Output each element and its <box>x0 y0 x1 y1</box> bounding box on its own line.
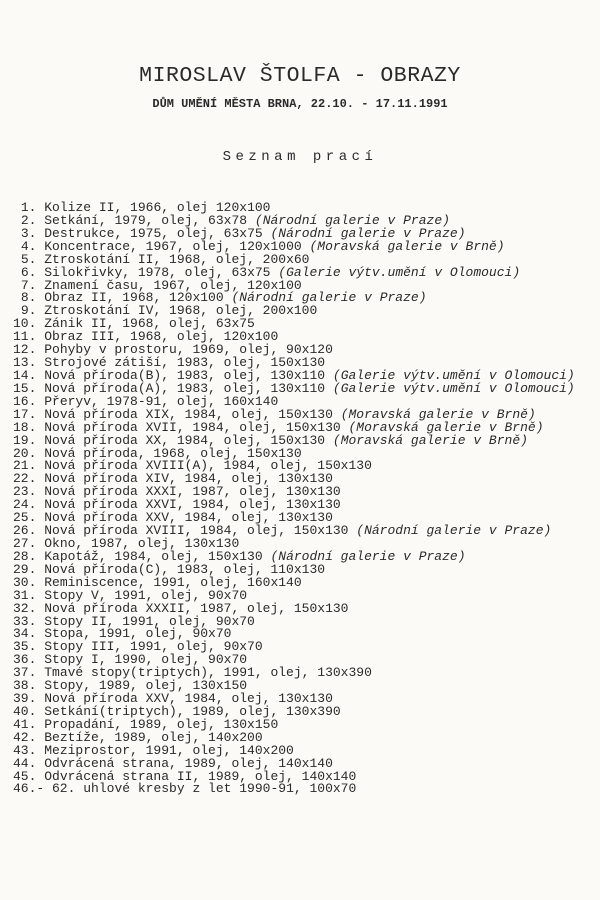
item-collection-note: (Galerie výtv.umění v Olomouci) <box>332 367 575 383</box>
list-heading: Seznam prací <box>222 149 378 165</box>
item-number: 43. <box>13 742 37 758</box>
item-text: Pohyby v prostoru, 1969, olej, 90x120 <box>44 342 333 358</box>
item-text: Strojové zátiší, 1983, olej, 150x130 <box>44 355 326 371</box>
item-text: Přeryv, 1978-91, olej, 160x140 <box>44 393 279 409</box>
item-number: 37. <box>13 665 37 681</box>
works-list <box>13 202 575 796</box>
item-number: 39. <box>13 691 37 707</box>
item-text: Stopy I, 1990, olej, 90x70 <box>44 652 248 668</box>
item-text: Setkání(triptych), 1989, olej, 130x390 <box>44 703 341 719</box>
item-text: Beztíže, 1989, olej, 140x200 <box>44 729 263 745</box>
item-collection-note: (Národní galerie v Praze) <box>254 212 450 228</box>
item-text: Nová příroda(C), 1983, olej, 110x130 <box>44 561 326 577</box>
item-number: 24. <box>13 497 37 513</box>
item-text: Destrukce, 1975, olej, 63x75 <box>44 225 263 241</box>
item-number: 19. <box>13 432 37 448</box>
item-text: Obraz III, 1968, olej, 120x100 <box>44 329 279 345</box>
item-number: 42. <box>13 729 37 745</box>
item-text: Stopy, 1989, olej, 130x150 <box>44 678 248 694</box>
item-text: Reminiscence, 1991, olej, 160x140 <box>44 574 302 590</box>
item-collection-note: (Moravská galerie v Brně) <box>309 238 505 254</box>
item-text: Tmavé stopy(triptych), 1991, olej, 130x390 <box>44 665 372 681</box>
item-text: Kolize II, 1966, olej 120x100 <box>44 200 271 215</box>
item-number: 32. <box>13 600 37 616</box>
item-number: 15. <box>13 380 37 396</box>
item-text: Nová příroda XIV, 1984, olej, 130x130 <box>44 471 333 487</box>
item-text: Kapotáž, 1984, olej, 150x130 <box>44 548 263 564</box>
item-number: 30. <box>13 574 37 590</box>
item-number: 14. <box>13 367 37 383</box>
item-text: Nová příroda XIX, 1984, olej, 150x130 <box>44 406 333 422</box>
item-text: Nová příroda XVIII, 1984, olej, 150x130 <box>44 523 349 539</box>
item-number: 41. <box>13 716 37 732</box>
exhibition-subtitle: DŮM UMĚNÍ MĚSTA BRNA, 22.10. - 17.11.1991 <box>152 97 448 111</box>
item-number: 46.- 62. <box>13 781 76 797</box>
item-collection-note: (Moravská galerie v Brně) <box>340 406 536 422</box>
item-number: 21. <box>13 458 37 474</box>
item-text: Stopy III, 1991, olej, 90x70 <box>44 639 263 655</box>
item-text: Silokřivky, 1978, olej, 63x75 <box>44 264 271 280</box>
item-text: Okno, 1987, olej, 130x130 <box>44 535 240 551</box>
item-text: Nová příroda XXXI, 1987, olej, 130x130 <box>44 484 341 500</box>
item-collection-note: (Národní galerie v Praze) <box>270 548 466 564</box>
item-number: 10. <box>13 316 37 332</box>
item-text: Nová příroda XVIII(A), 1984, olej, 150x130 <box>44 458 372 474</box>
item-text: Odvrácená strana, 1989, olej, 140x140 <box>44 755 333 771</box>
item-number: 20. <box>13 445 37 461</box>
item-text: Nová příroda XXV, 1984, olej, 130x130 <box>44 510 333 526</box>
item-number: 34. <box>13 626 37 642</box>
item-collection-note: (Galerie výtv.umění v Olomouci) <box>278 264 521 280</box>
item-number: 27. <box>13 535 37 551</box>
item-text: Nová příroda(B), 1983, olej, 130x110 <box>44 367 326 383</box>
item-number: 28. <box>13 548 37 564</box>
item-number: 3. <box>20 225 37 241</box>
item-collection-note: (Národní galerie v Praze) <box>270 225 466 241</box>
item-number: 9. <box>20 303 37 319</box>
list-item <box>13 783 575 796</box>
item-text: Nová příroda XX, 1984, olej, 150x130 <box>44 432 326 448</box>
item-number: 36. <box>13 652 37 668</box>
item-number: 7. <box>20 277 37 293</box>
item-text: Nová příroda XVII, 1984, olej, 150x130 <box>44 419 341 435</box>
item-number: 6. <box>20 264 37 280</box>
item-text: Koncentrace, 1967, olej, 120x1000 <box>44 238 302 254</box>
item-number: 38. <box>13 678 37 694</box>
item-number: 16. <box>13 393 37 409</box>
item-collection-note: (Národní galerie v Praze) <box>231 290 427 306</box>
item-collection-note: (Národní galerie v Praze) <box>356 523 552 539</box>
item-number: 13. <box>13 355 37 371</box>
item-text: Nová příroda(A), 1983, olej, 130x110 <box>44 380 326 396</box>
item-text: Obraz II, 1968, 120x100 <box>44 290 224 306</box>
item-number: 45. <box>13 768 37 784</box>
item-collection-note: (Moravská galerie v Brně) <box>348 419 544 435</box>
item-number: 18. <box>13 419 37 435</box>
item-text: Ztroskotání IV, 1968, olej, 200x100 <box>44 303 318 319</box>
item-text: Nová příroda XXVI, 1984, olej, 130x130 <box>44 497 341 513</box>
item-number: 12. <box>13 342 37 358</box>
item-text: Ztroskotání II, 1968, olej, 200x60 <box>44 251 310 267</box>
item-number: 33. <box>13 613 37 629</box>
item-collection-note: (Moravská galerie v Brně) <box>332 432 528 448</box>
item-text: Stopy II, 1991, olej, 90x70 <box>44 613 255 629</box>
item-number: 11. <box>13 329 37 345</box>
item-text: Meziprostor, 1991, olej, 140x200 <box>44 742 294 758</box>
item-collection-note: (Galerie výtv.umění v Olomouci) <box>332 380 575 396</box>
item-number: 5. <box>20 251 37 267</box>
item-number: 1. <box>20 200 37 215</box>
item-number: 35. <box>13 639 37 655</box>
item-text: Stopa, 1991, olej, 90x70 <box>44 626 232 642</box>
item-number: 2. <box>20 212 37 228</box>
document-title: MIROSLAV ŠTOLFA - OBRAZY <box>139 64 461 88</box>
item-number: 29. <box>13 561 37 577</box>
item-text: Odvrácená strana II, 1989, olej, 140x140 <box>44 768 357 784</box>
item-number: 25. <box>13 510 37 526</box>
item-number: 8. <box>20 290 37 306</box>
item-text: Stopy V, 1991, olej, 90x70 <box>44 587 248 603</box>
item-text: Nová příroda, 1968, olej, 150x130 <box>44 445 302 461</box>
item-number: 17. <box>13 406 37 422</box>
item-text: Propadání, 1989, olej, 130x150 <box>44 716 279 732</box>
item-text: Zánik II, 1968, olej, 63x75 <box>44 316 255 332</box>
item-number: 22. <box>13 471 37 487</box>
item-number: 26. <box>13 523 37 539</box>
item-number: 40. <box>13 703 37 719</box>
item-text: Nová příroda XXXII, 1987, olej, 150x130 <box>44 600 349 616</box>
item-number: 44. <box>13 755 37 771</box>
item-text: Setkání, 1979, olej, 63x78 <box>44 212 248 228</box>
item-number: 4. <box>20 238 37 254</box>
item-text: Znamení času, 1967, olej, 120x100 <box>44 277 302 293</box>
item-number: 31. <box>13 587 37 603</box>
item-number: 23. <box>13 484 37 500</box>
item-text: Nová příroda XXV, 1984, olej, 130x130 <box>44 691 333 707</box>
item-text: uhlové kresby z let 1990-91, 100x70 <box>83 781 357 797</box>
